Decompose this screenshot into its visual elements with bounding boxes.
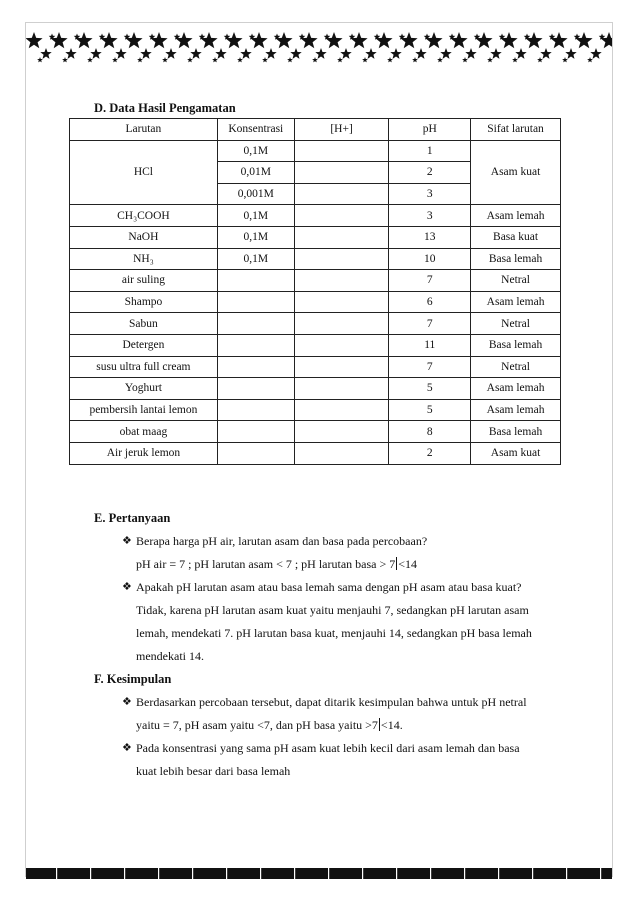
table-row (70, 356, 561, 378)
cell-sifat: Asam lemah (471, 399, 561, 421)
cell-h (294, 399, 389, 421)
cell-ph: 7 (389, 356, 471, 378)
conclusion-1: ❖ Berdasarkan percobaan tersebut, dapat ditarik kesimpulan bahwa untuk pH netral (122, 691, 532, 714)
bar-divider (464, 868, 465, 879)
cell-ph: 13 (389, 226, 471, 248)
cell-h (294, 291, 389, 313)
cell-konsentrasi (217, 378, 294, 400)
cell-larutan: NH₃ (70, 248, 218, 270)
cell-h (294, 334, 389, 356)
bar-divider (600, 868, 601, 879)
cell-konsentrasi (217, 356, 294, 378)
header-larutan: Larutan (70, 119, 218, 141)
bar-divider (566, 868, 567, 879)
cell-sifat: Asam kuat (471, 140, 561, 205)
cell-ph: 7 (389, 313, 471, 335)
cell-h (294, 356, 389, 378)
cell-sifat: Netral (471, 313, 561, 335)
cell-sifat: Basa lemah (471, 421, 561, 443)
cell-konsentrasi: 0,1M (217, 140, 294, 162)
bar-divider (124, 868, 125, 879)
bar-divider (158, 868, 159, 879)
cell-larutan: Sabun (70, 313, 218, 335)
cell-konsentrasi: 0,001M (217, 183, 294, 205)
cell-konsentrasi (217, 291, 294, 313)
cell-h (294, 378, 389, 400)
cell-sifat: Netral (471, 270, 561, 292)
table-row (70, 378, 561, 400)
diamond-bullet-icon: ❖ (122, 742, 132, 754)
star-border-icon (26, 30, 612, 66)
cell-h (294, 270, 389, 292)
cell-sifat: Basa lemah (471, 334, 561, 356)
section-e (94, 507, 532, 783)
cell-ph: 5 (389, 399, 471, 421)
section-d-title: D. Data Hasil Pengamatan (94, 101, 236, 115)
table-row (70, 421, 561, 443)
bar-divider (294, 868, 295, 879)
cell-sifat: Asam lemah (471, 378, 561, 400)
cell-ph: 6 (389, 291, 471, 313)
conclusion-2-line-2: kuat lebih besar dari basa lemah (136, 764, 291, 778)
cell-larutan: Detergen (70, 334, 218, 356)
table-row (70, 291, 561, 313)
cell-h (294, 421, 389, 443)
bar-divider (430, 868, 431, 879)
diamond-bullet-icon: ❖ (122, 581, 132, 593)
answer-1: pH air = 7 ; pH larutan asam < 7 ; pH larutan basa > 7 <14 (136, 557, 418, 571)
table-row (70, 313, 561, 335)
cell-ph: 5 (389, 378, 471, 400)
cell-larutan: susu ultra full cream (70, 356, 218, 378)
bar-divider (56, 868, 57, 879)
cell-larutan: NaOH (70, 226, 218, 248)
diamond-bullet-icon: ❖ (122, 535, 132, 547)
table-row (70, 399, 561, 421)
table-row (70, 442, 561, 464)
bar-divider (328, 868, 329, 879)
cell-konsentrasi (217, 270, 294, 292)
bar-divider (226, 868, 227, 879)
bar-divider (90, 868, 91, 879)
cell-h (294, 183, 389, 205)
bar-divider (498, 868, 499, 879)
cell-ph: 3 (389, 205, 471, 227)
cell-konsentrasi (217, 399, 294, 421)
table-header-row (70, 119, 561, 141)
cell-ph: 1 (389, 140, 471, 162)
conclusion-1-line-2: yaitu = 7, pH asam yaitu <7, dan pH basa yaitu >7 <14. (136, 718, 403, 732)
cell-konsentrasi: 0,1M (217, 248, 294, 270)
cell-larutan: air suling (70, 270, 218, 292)
section-e-title: E. Pertanyaan (94, 511, 171, 525)
bar-divider (396, 868, 397, 879)
cell-konsentrasi (217, 334, 294, 356)
cell-larutan: Air jeruk lemon (70, 442, 218, 464)
cell-sifat: Basa kuat (471, 226, 561, 248)
cell-sifat: Asam lemah (471, 205, 561, 227)
header-konsentrasi: Konsentrasi (217, 119, 294, 141)
cell-sifat: Asam kuat (471, 442, 561, 464)
bar-divider (192, 868, 193, 879)
cell-ph: 2 (389, 442, 471, 464)
table-row (70, 334, 561, 356)
table-row (70, 270, 561, 292)
cell-larutan: obat maag (70, 421, 218, 443)
cell-konsentrasi: 0,1M (217, 226, 294, 248)
table-row (70, 205, 561, 227)
cell-sifat: Netral (471, 356, 561, 378)
cell-konsentrasi: 0,01M (217, 162, 294, 184)
header-ph: pH (389, 119, 471, 141)
cell-ph: 2 (389, 162, 471, 184)
cell-larutan: pembersih lantai lemon (70, 399, 218, 421)
bar-divider (260, 868, 261, 879)
cell-sifat: Basa lemah (471, 248, 561, 270)
cell-h (294, 313, 389, 335)
question-2: ❖ Apakah pH larutan asam atau basa lemah sama dengan pH asam atau basa kuat? (122, 576, 532, 599)
cell-konsentrasi: 0,1M (217, 205, 294, 227)
header-h: [H+] (294, 119, 389, 141)
cell-ph: 3 (389, 183, 471, 205)
observation-table (69, 118, 561, 465)
diamond-bullet-icon: ❖ (122, 696, 132, 708)
table-row (70, 248, 561, 270)
header-sifat: Sifat larutan (471, 119, 561, 141)
cell-ph: 7 (389, 270, 471, 292)
cell-h (294, 248, 389, 270)
answer-2-line-3: mendekati 14. (136, 649, 204, 663)
section-f-title: F. Kesimpulan (94, 672, 172, 686)
cell-ph: 10 (389, 248, 471, 270)
cell-h (294, 442, 389, 464)
cell-sifat: Asam lemah (471, 291, 561, 313)
table-row (70, 140, 561, 162)
bottom-border-bar (26, 868, 612, 879)
cell-h (294, 205, 389, 227)
answer-2-line-2: lemah, mendekati 7. pH larutan basa kuat, menjauhi 14, sedangkan pH basa lemah (136, 626, 532, 640)
answer-2-line-1: Tidak, karena pH larutan asam kuat yaitu menjauhi 7, sedangkan pH larutan asam (136, 603, 529, 617)
cell-h (294, 140, 389, 162)
cell-larutan: CH₃COOH (70, 205, 218, 227)
question-1: ❖ Berapa harga pH air, larutan asam dan basa pada percobaan? (122, 530, 532, 553)
cell-larutan: Yoghurt (70, 378, 218, 400)
cell-h (294, 162, 389, 184)
cell-ph: 11 (389, 334, 471, 356)
cell-konsentrasi (217, 313, 294, 335)
cell-ph: 8 (389, 421, 471, 443)
cell-h (294, 226, 389, 248)
cell-konsentrasi (217, 421, 294, 443)
cell-larutan: HCl (70, 140, 218, 205)
cursor-mark (379, 718, 380, 731)
cell-konsentrasi (217, 442, 294, 464)
bar-divider (362, 868, 363, 879)
cell-larutan: Shampo (70, 291, 218, 313)
bar-divider (532, 868, 533, 879)
table-row (70, 226, 561, 248)
conclusion-2: ❖ Pada konsentrasi yang sama pH asam kuat lebih kecil dari asam lemah dan basa (122, 737, 532, 760)
